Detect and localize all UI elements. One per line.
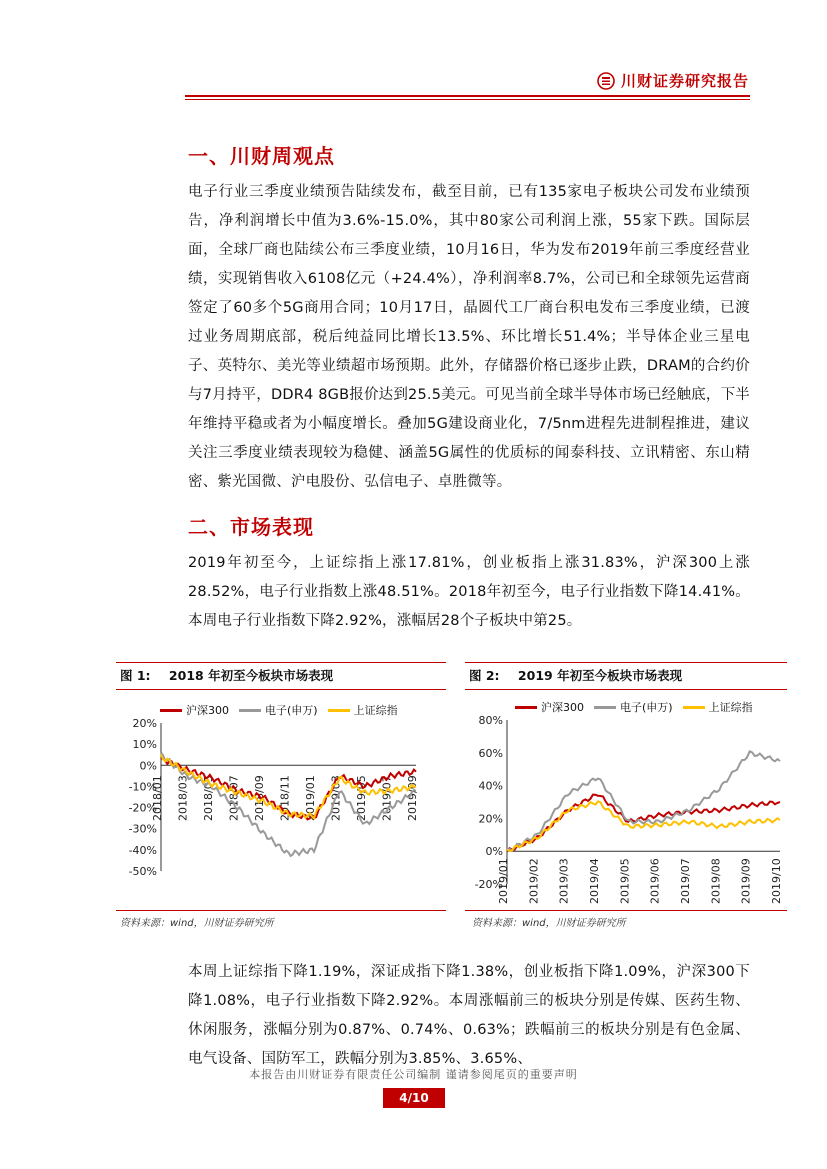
header-rule [185, 95, 750, 97]
x-tick-label: 2019/04 [588, 858, 601, 904]
section1-paragraph: 电子行业三季度业绩预告陆续发布，截至目前，已有135家电子板块公司发布业绩预告，净利润增长中值为3.6%-15.0%，其中80家公司利润上涨，55家下跌。国际层面，全球厂商也陆续公布三季度业绩，10月16日，华为发布2019年前三季度经营业绩，实现销售收入6108亿元（+24.4%），净利润率8.7%，公司已和全球领先运营商签定了60多个5G商用合同；10月17日，晶圆代工厂商台积电发布三季度业绩，已渡过业务周期底部，税后纯益同比增长13.5%、环比增长51.4%；半导体企业三星电子、英特尔、美光等业绩超市场预期。此外，存储器价格已逐步止跌，DRAM的合约价与7月持平，DDR4 8GB报价达到25.5美元。可见当前全球半导体市场已经触底，下半年维持平稳或者为小幅度增长。叠加5G建设商业化，7/5nm进程先进制程推进，建议关注三季度业绩表现较为稳健、涵盖5G属性的优质标的闻泰科技、立讯精密、东山精密、紫光国微、沪电股份、弘信电子、卓胜微等。 [188, 184, 750, 490]
section2-title: 二、市场表现 [188, 515, 314, 539]
figure1-number: 图 1: [120, 668, 151, 683]
figure1-source-rule [116, 910, 446, 911]
x-tick-label: 2019/10 [770, 858, 783, 904]
figure1-title-bar [116, 662, 446, 690]
y-tick-label: -50% [128, 865, 157, 878]
legend-label: 上证综指 [708, 701, 753, 714]
legend-label: 沪深300 [186, 704, 229, 717]
x-tick-label: 2019/01 [497, 858, 510, 904]
header-brand [597, 70, 749, 91]
x-tick-label: 2018/05 [202, 775, 215, 821]
section2-paragraph1: 2019年初至今，上证综指上涨17.81%，创业板指上涨31.83%，沪深300上涨28.52%，电子行业指数上涨48.51%。2018年初至今，电子行业指数下降14.41%。本周电子行业指数下降2.92%，涨幅居28个子板块中第25。 [188, 555, 750, 629]
x-tick-label: 2019/03 [329, 775, 343, 821]
x-tick-label: 2019/05 [355, 775, 368, 821]
legend-label: 电子(申万) [620, 701, 673, 714]
y-tick-label: -10% [128, 780, 157, 794]
y-tick-label: 40% [478, 779, 503, 793]
figure2 [465, 662, 787, 690]
y-tick-label: 60% [478, 746, 503, 760]
legend-swatch [683, 706, 705, 709]
x-tick-label: 2018/01 [151, 775, 164, 821]
y-tick-label: 20% [132, 717, 157, 730]
x-tick-label: 2019/09 [739, 858, 753, 904]
figure1 [116, 662, 446, 690]
section1-title: 一、川财周观点 [188, 144, 335, 168]
figure2-chart [465, 712, 787, 910]
figure2-number: 图 2: [469, 668, 500, 683]
x-tick-label: 2019/07 [380, 775, 394, 821]
x-tick-label: 2019/02 [527, 858, 541, 904]
x-tick-label: 2019/07 [679, 858, 692, 904]
y-tick-label: 20% [478, 812, 503, 826]
header-rule-thin [185, 99, 750, 100]
x-tick-label: 2019/03 [557, 858, 571, 904]
y-tick-label: 0% [485, 845, 503, 859]
legend-label: 沪深300 [541, 701, 584, 714]
figure2-source: 资料来源：wind，川财证券研究所 [472, 918, 626, 929]
footer-disclaimer: 本报告由川财证券有限责任公司编制 谨请参阅尾页的重要声明 [249, 1068, 578, 1081]
y-tick-label: 0% [139, 759, 157, 773]
brand-name: 川财证券研究报告 [620, 72, 749, 90]
brand-logo-icon [597, 72, 615, 90]
figure2-title-bar [465, 662, 787, 690]
x-tick-label: 2019/08 [709, 858, 723, 904]
x-tick-label: 2018/03 [176, 775, 190, 821]
x-tick-label: 2018/07 [227, 775, 241, 821]
section2-paragraph2: 本周上证综指下降1.19%，深证成指下降1.38%，创业板指下降1.09%，沪深300下降1.08%，电子行业指数下降2.92%。本周涨幅前三的板块分别是传媒、医药生物、休闲服务，涨幅分别为0.87%、0.74%、0.63%；跌幅前三的板块分别是有色金属、电气设备、国防军工，跌幅分别为3.85%、3.65%、 [188, 964, 750, 1067]
figure1-source: 资料来源：wind，川财证券研究所 [120, 918, 274, 929]
y-tick-label: 10% [132, 738, 157, 752]
legend-swatch [594, 706, 616, 709]
series-line [507, 751, 780, 850]
page-number: 4/10 [383, 1088, 445, 1108]
x-tick-label: 2018/11 [278, 775, 292, 821]
figure2-source-rule [465, 910, 787, 911]
y-tick-label: -30% [128, 822, 157, 836]
x-tick-label: 2019/09 [406, 775, 419, 821]
x-tick-label: 2019/01 [304, 775, 317, 821]
legend-label: 上证综指 [353, 704, 398, 717]
legend-swatch [328, 709, 350, 712]
x-tick-label: 2018/09 [253, 775, 266, 821]
legend-label: 电子(申万) [265, 704, 318, 717]
figure1-title: 2018 年初至今板块市场表现 [168, 668, 334, 683]
y-tick-label: 80% [478, 714, 503, 727]
legend-swatch [239, 709, 261, 712]
legend-swatch [160, 709, 182, 712]
y-tick-label: -20% [128, 801, 157, 815]
legend-swatch [515, 706, 537, 709]
y-tick-label: -40% [128, 843, 157, 857]
x-tick-label: 2019/06 [648, 858, 662, 904]
figure1-chart [116, 715, 446, 910]
x-tick-label: 2019/05 [618, 858, 632, 904]
y-tick-label: -20% [474, 878, 503, 891]
figure2-title: 2019 年初至今板块市场表现 [517, 668, 683, 683]
